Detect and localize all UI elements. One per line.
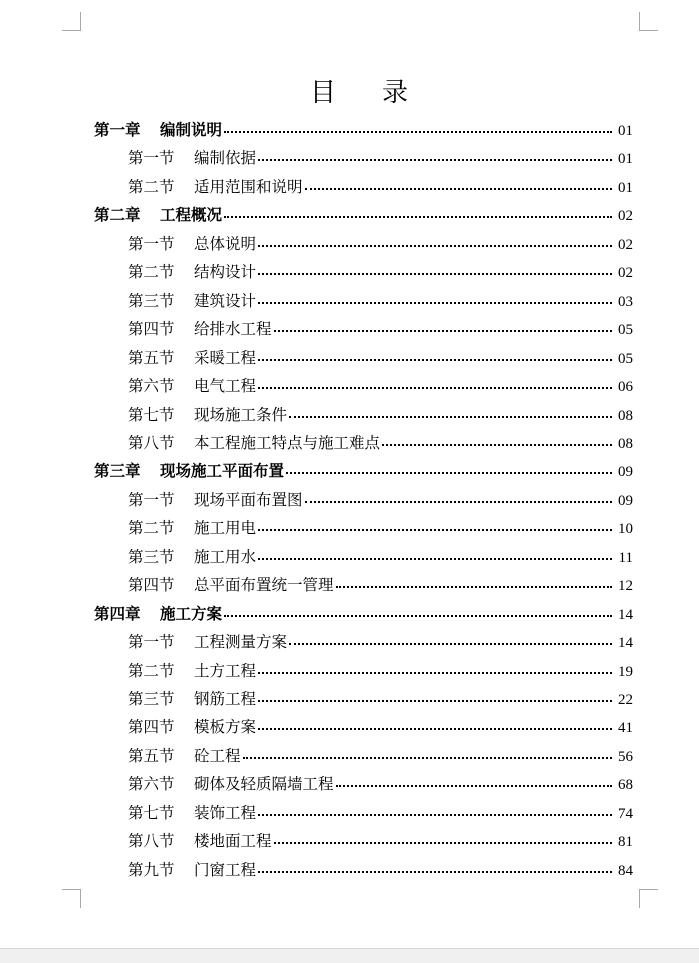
toc-entry-title: 施工用电 [194, 519, 257, 538]
toc-entry-title: 给排水工程 [194, 320, 272, 339]
toc-page-number: 56 [618, 748, 633, 765]
toc-page-number: 09 [618, 492, 633, 509]
toc-entry-title: 砼工程 [194, 746, 241, 765]
toc-entry-number: 第三节 [128, 291, 175, 310]
toc-section-entry[interactable] [128, 232, 633, 256]
toc-entry-number: 第二节 [128, 661, 175, 680]
toc-page-number: 08 [618, 435, 633, 452]
toc-chapter-entry[interactable] [94, 118, 633, 142]
toc-dot-leader [274, 326, 612, 332]
toc-entry-number: 第二节 [128, 177, 175, 196]
toc-section-entry[interactable] [128, 289, 633, 313]
toc-entry-title: 建筑设计 [194, 291, 257, 310]
toc-entry-number: 第六节 [128, 377, 175, 396]
toc-entry-title: 编制依据 [194, 149, 257, 168]
toc-dot-leader [258, 355, 612, 361]
toc-page-number: 02 [618, 208, 633, 225]
toc-entry-number: 第四章 [94, 603, 141, 623]
toc-chapter-entry[interactable] [94, 459, 633, 483]
toc-section-entry[interactable] [128, 146, 633, 170]
toc-entry-title: 施工用水 [194, 547, 257, 566]
toc-page-number: 05 [618, 322, 633, 339]
toc-entry-number: 第九节 [128, 860, 175, 879]
toc-page-number: 01 [618, 179, 633, 196]
toc-entry-number: 第三节 [128, 690, 175, 708]
toc-section-entry[interactable] [128, 687, 633, 711]
toc-entry-title: 工程测量方案 [194, 633, 288, 652]
toc-entry-number: 第五节 [128, 348, 175, 367]
toc-page-number: 41 [618, 720, 633, 737]
toc-entry-number: 第二节 [128, 519, 175, 538]
crop-mark-bottom-left [62, 889, 81, 908]
toc-page-number: 03 [618, 293, 633, 310]
toc-page-number: 68 [618, 777, 633, 794]
toc-section-entry[interactable] [128, 858, 633, 882]
page-bottom-strip [0, 948, 699, 963]
toc-entry-number: 第一节 [128, 633, 175, 652]
toc-dot-leader [258, 668, 612, 674]
toc-section-entry[interactable] [128, 772, 633, 796]
toc-chapter-entry[interactable] [94, 602, 633, 626]
toc-page-number: 02 [618, 236, 633, 253]
toc-entry-title: 现场施工条件 [194, 405, 288, 424]
toc-entry-title: 总体说明 [194, 234, 257, 253]
toc-section-entry[interactable] [128, 545, 633, 569]
toc-section-entry[interactable] [128, 715, 633, 739]
toc-chapter-entry[interactable] [94, 203, 633, 227]
toc-page-number: 09 [618, 464, 633, 481]
toc-section-entry[interactable] [128, 260, 633, 284]
toc-page-number: 84 [618, 862, 633, 879]
toc-page-number: 22 [618, 692, 633, 708]
toc-entry-title: 电气工程 [194, 377, 257, 396]
toc-section-entry[interactable] [128, 516, 633, 540]
toc-section-entry[interactable] [128, 403, 633, 427]
toc-section-entry[interactable] [128, 374, 633, 398]
toc-section-entry[interactable] [128, 175, 633, 199]
toc-dot-leader [286, 468, 612, 474]
toc-section-entry[interactable] [128, 630, 633, 654]
toc-dot-leader [258, 155, 612, 161]
toc-entry-title: 楼地面工程 [194, 832, 272, 851]
toc-dot-leader [243, 753, 612, 759]
toc-entry-title: 现场施工平面布置 [160, 461, 285, 481]
toc-entry-number: 第六节 [128, 775, 175, 794]
crop-mark-top-left [62, 12, 81, 31]
toc-page-number: 12 [618, 578, 633, 595]
toc-dot-leader [258, 525, 612, 531]
toc-section-entry[interactable] [128, 317, 633, 341]
toc-dot-leader [305, 184, 612, 190]
toc-entry-number: 第一节 [128, 490, 175, 509]
toc-section-entry[interactable] [128, 801, 633, 825]
toc-entry-title: 砌体及轻质隔墙工程 [194, 775, 334, 794]
toc-entry-number: 第一章 [94, 120, 141, 139]
toc-entry-title: 土方工程 [194, 661, 257, 680]
toc-page-number: 14 [618, 606, 633, 623]
toc-entry-number: 第四节 [128, 718, 175, 737]
toc-page-number: 06 [618, 379, 633, 396]
toc-page-number: 11 [618, 549, 633, 566]
toc-page-number: 05 [618, 350, 633, 367]
toc-section-entry[interactable] [128, 829, 633, 853]
toc-entry-number: 第七节 [128, 803, 175, 822]
toc-entry-title: 施工方案 [160, 603, 223, 623]
toc-page-number: 08 [618, 407, 633, 424]
toc-page-number: 01 [618, 151, 633, 168]
toc-dot-leader [289, 639, 612, 645]
toc-page-number: 74 [618, 805, 633, 822]
toc-entry-number: 第七节 [128, 405, 175, 424]
crop-mark-bottom-right [639, 889, 658, 908]
toc-section-entry[interactable] [128, 431, 633, 455]
toc-dot-leader [258, 696, 612, 702]
toc-entry-number: 第八节 [128, 832, 175, 851]
toc-entry-title: 工程概况 [160, 205, 223, 225]
toc-dot-leader [258, 298, 612, 304]
toc-dot-leader [224, 127, 612, 133]
toc-entry-title: 现场平面布置图 [194, 490, 303, 509]
toc-dot-leader [336, 781, 612, 787]
toc-dot-leader [258, 554, 612, 560]
toc-dot-leader [258, 867, 612, 873]
toc-entry-title: 本工程施工特点与施工难点 [194, 433, 381, 452]
toc-entry-number: 第二章 [94, 205, 141, 225]
toc-dot-leader [336, 582, 612, 588]
toc-entry-number: 第八节 [128, 433, 175, 452]
toc-entry-number: 第二节 [128, 263, 175, 282]
toc-section-entry[interactable] [128, 346, 633, 370]
toc-dot-leader [258, 724, 612, 730]
toc-dot-leader [258, 383, 612, 389]
toc-entry-title: 模板方案 [194, 718, 257, 737]
toc-entry-number: 第四节 [128, 576, 175, 595]
toc-entry-title: 总平面布置统一管理 [194, 576, 334, 595]
toc-dot-leader [289, 412, 612, 418]
toc-dot-leader [224, 212, 612, 218]
toc-entry-number: 第四节 [128, 320, 175, 339]
toc-page-number: 10 [618, 521, 633, 538]
toc-entry-title: 门窗工程 [194, 860, 257, 879]
toc-dot-leader [258, 810, 612, 816]
toc-entry-title: 装饰工程 [194, 803, 257, 822]
toc-entry-title: 适用范围和说明 [194, 177, 303, 196]
toc-page-number: 19 [618, 663, 633, 680]
toc-section-entry[interactable] [128, 659, 633, 683]
toc-entry-title: 结构设计 [194, 263, 257, 282]
toc-entry-title: 采暖工程 [194, 348, 257, 367]
toc-entry-number: 第三节 [128, 547, 175, 566]
toc-dot-leader [305, 497, 612, 503]
toc-entry-number: 第一节 [128, 234, 175, 253]
toc-section-entry[interactable] [128, 573, 633, 597]
toc-dot-leader [258, 269, 612, 275]
toc-entry-title: 钢筋工程 [194, 690, 257, 708]
toc-entry-number: 第一节 [128, 149, 175, 168]
toc-entry-number: 第三章 [94, 461, 141, 481]
toc-entry-title: 编制说明 [160, 120, 223, 139]
page-title: 目录 [309, 78, 454, 108]
crop-mark-top-right [639, 12, 658, 31]
toc-page-number: 14 [618, 635, 633, 652]
toc-section-entry[interactable] [128, 488, 633, 512]
toc-dot-leader [382, 440, 612, 446]
toc-page-number: 01 [618, 123, 633, 139]
toc-page-number: 02 [618, 265, 633, 282]
toc-dot-leader [224, 611, 612, 617]
toc-dot-leader [274, 838, 612, 844]
toc-section-entry[interactable] [128, 744, 633, 768]
toc-dot-leader [258, 241, 612, 247]
toc-entry-number: 第五节 [128, 746, 175, 765]
toc-page-number: 81 [618, 834, 633, 851]
